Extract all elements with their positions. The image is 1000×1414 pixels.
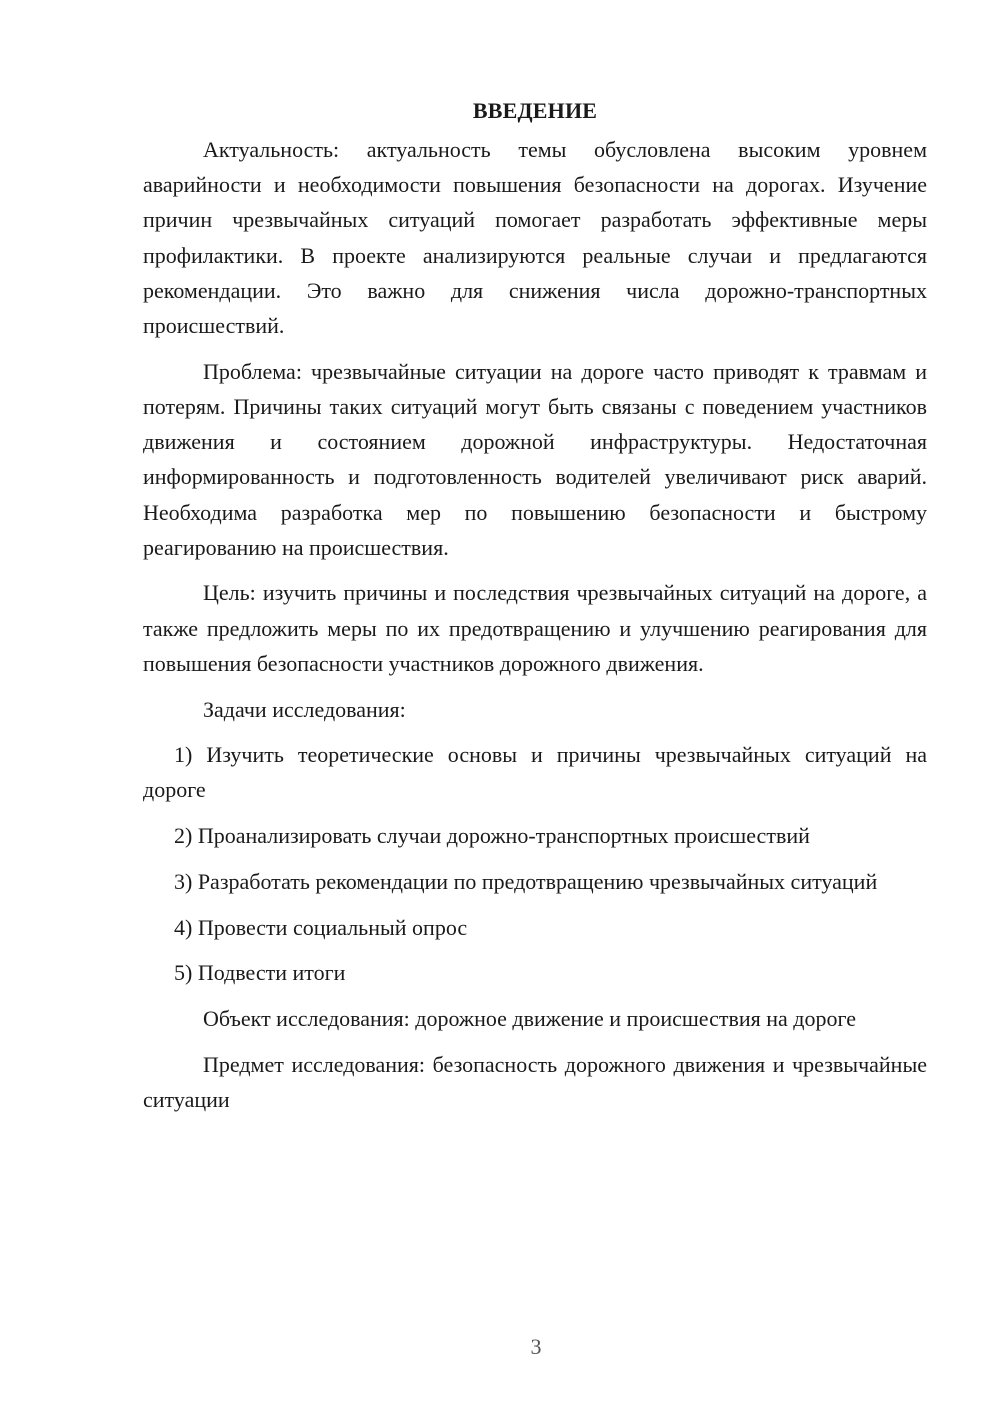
task-item-5: 5) Подвести итоги (174, 960, 346, 986)
page-content (143, 96, 927, 1117)
task-item-4: 4) Провести социальный опрос (174, 914, 468, 940)
task-item-1: 1) Изучить теоретические основы и причины чрезвычайных ситуаций на дороге (143, 742, 927, 803)
subject-paragraph: Предмет исследования: безопасность дорожного движения и чрезвычайные ситуации (143, 1051, 927, 1112)
relevance-paragraph: Актуальность: актуальность темы обусловлена высоким уровнем аварийности и необходимости повышения безопасности на дорогах. Изучение причин чрезвычайных ситуаций помогает разработать эффективные меры профилактики. В проекте анализируются реальные случаи и предлагаются рекомендации. Это важно для снижения числа дорожно-транспортных происшествий. (143, 137, 927, 339)
problem-paragraph: Проблема: чрезвычайные ситуации на дороге часто приводят к травмам и потерям. Причины таких ситуаций могут быть связаны с поведением участников движения и состоянием дорожной инфраструктуры. Недостаточная информированность и подготовленность водителей увеличивают риск аварий. Необходима разработка мер по повышению безопасности и быстрому реагированию на происшествия. (143, 358, 927, 560)
task-item-2: 2) Проанализировать случаи дорожно-транспортных происшествий (174, 823, 810, 849)
task-item-3: 3) Разработать рекомендации по предотвращению чрезвычайных ситуаций (174, 868, 878, 894)
object-paragraph: Объект исследования: дорожное движение и происшествия на дороге (203, 1005, 856, 1031)
page-title: ВВЕДЕНИЕ (472, 98, 598, 123)
tasks-heading: Задачи исследования: (203, 696, 406, 722)
goal-paragraph: Цель: изучить причины и последствия чрезвычайных ситуаций на дороге, а также предложить меры по их предотвращению и улучшению реагирования для повышения безопасности участников дорожного движения. (143, 580, 927, 676)
page-number: 3 (530, 1334, 542, 1359)
